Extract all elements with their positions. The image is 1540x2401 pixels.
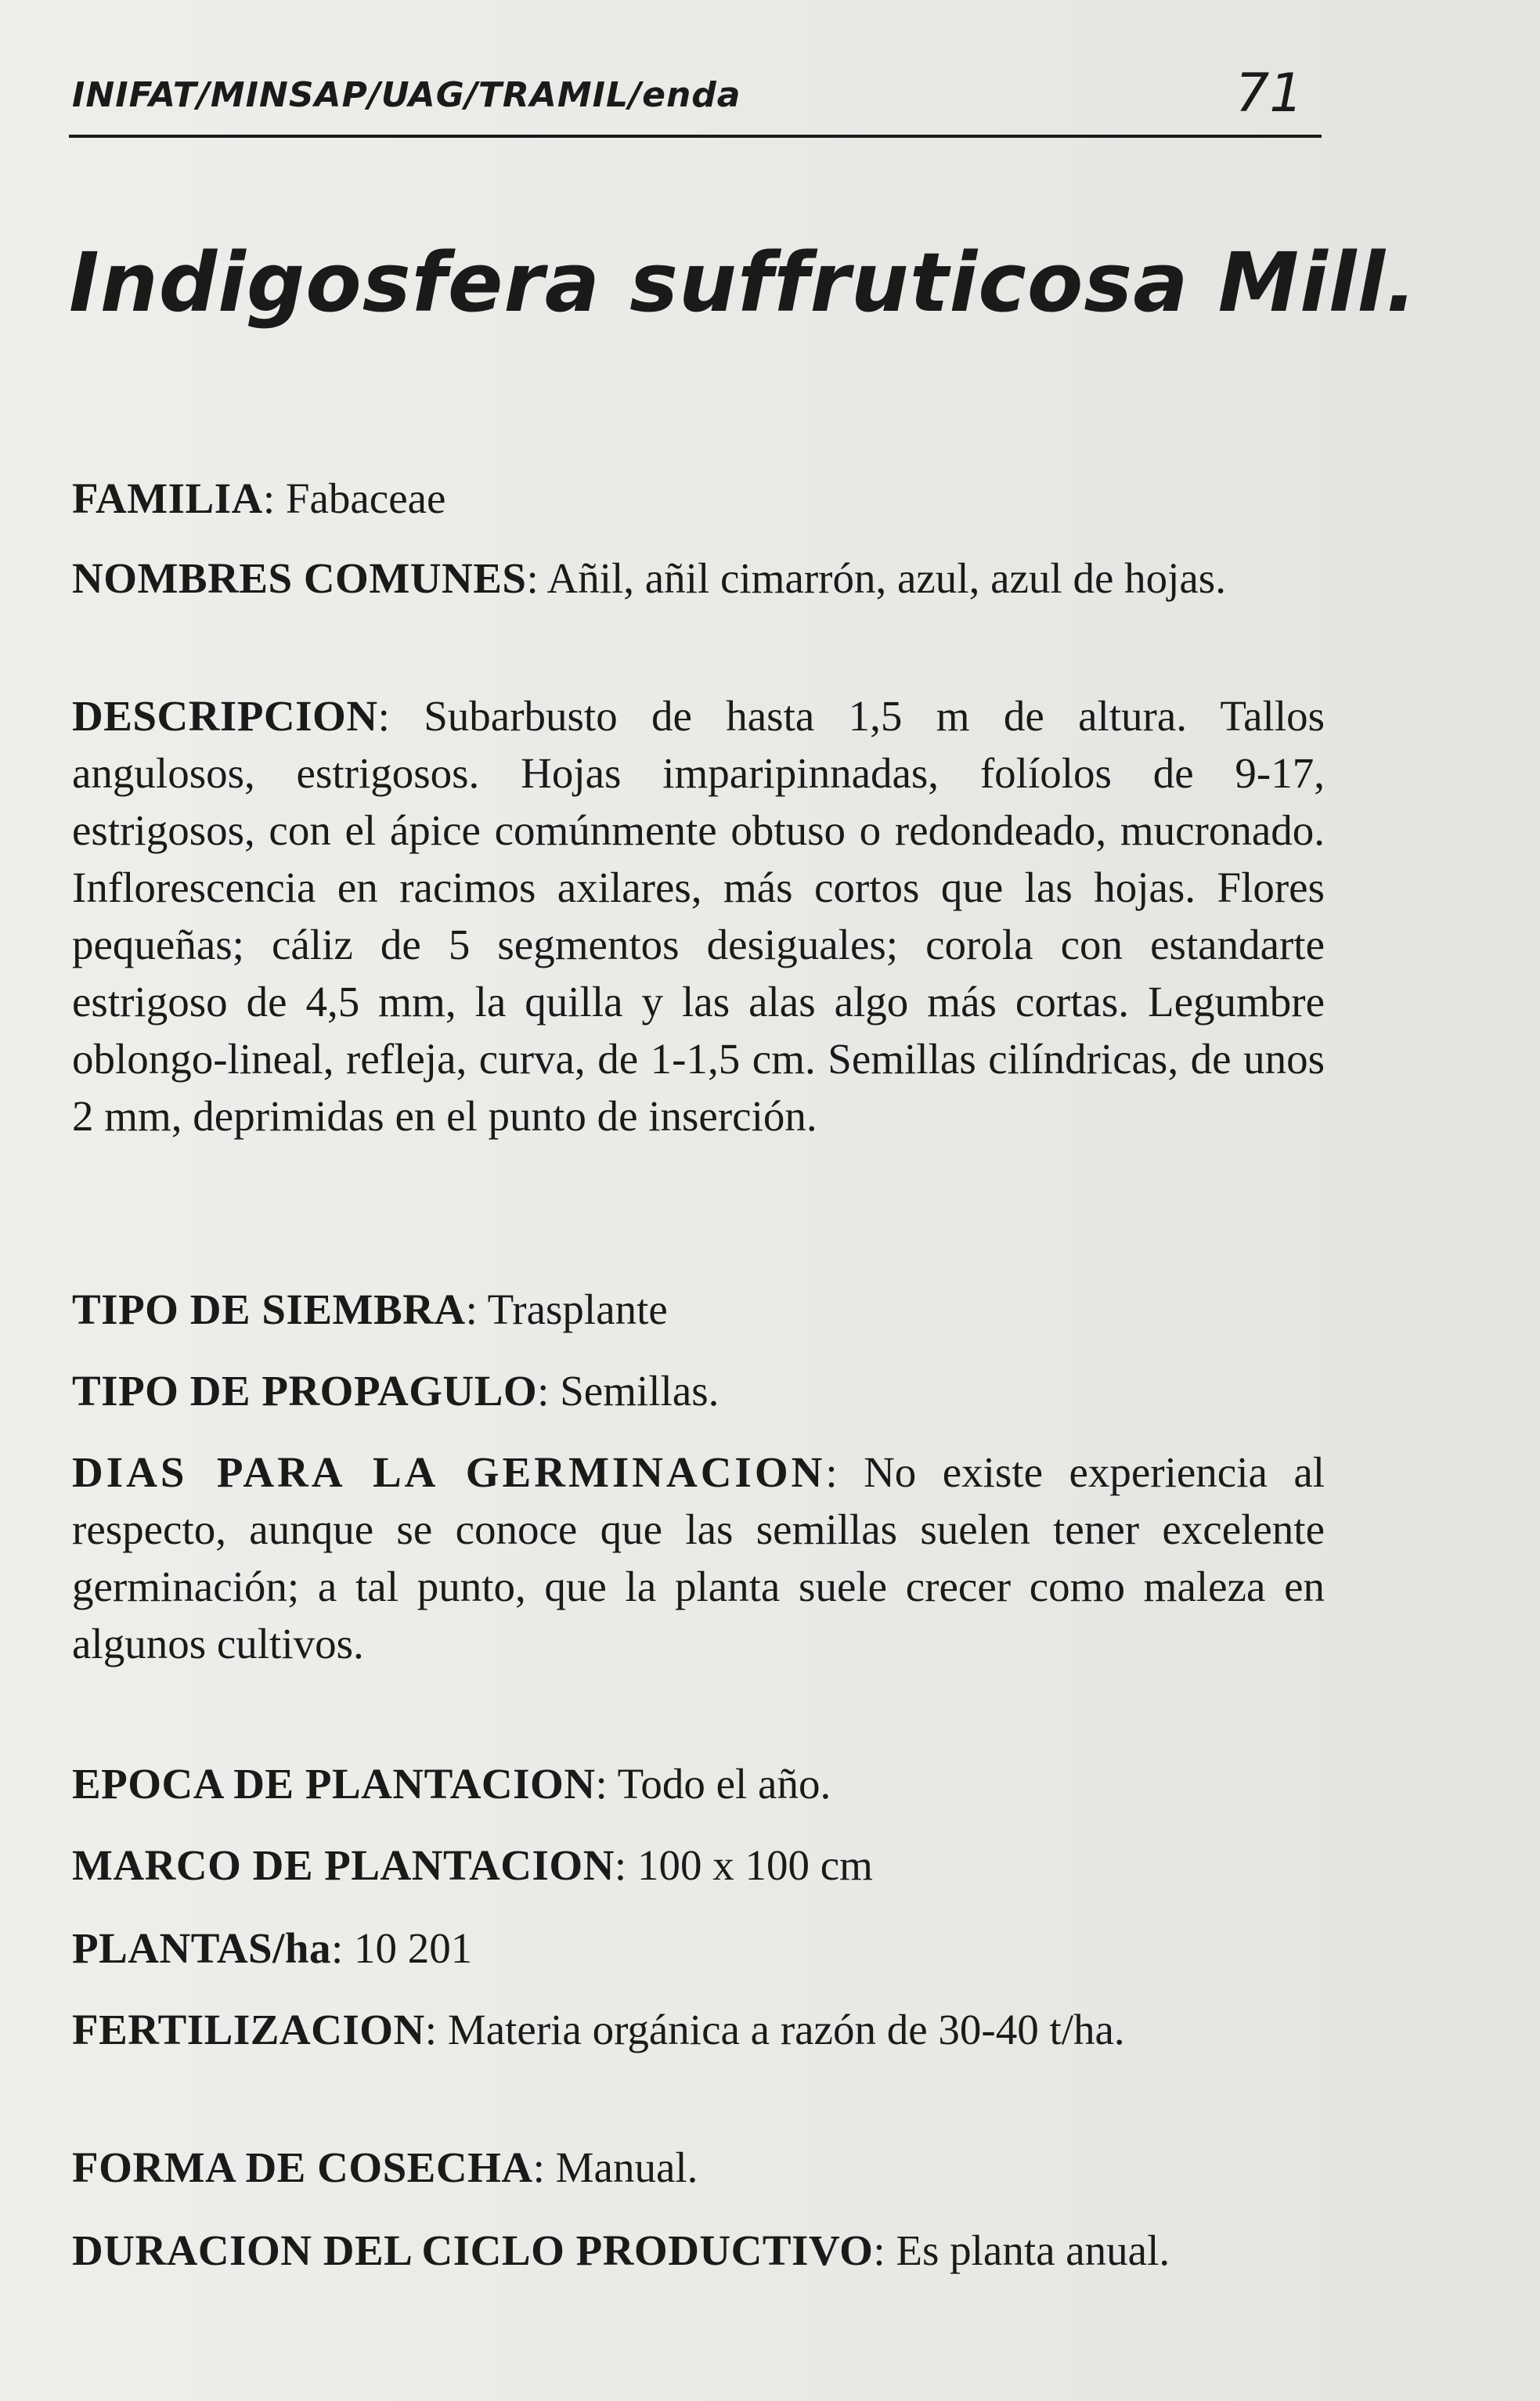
section-tipo-siembra: TIPO DE SIEMBRA: Trasplante <box>72 1285 668 1333</box>
section-descripcion: DESCRIPCION: Subarbusto de hasta 1,5 m de altura. Tallos angulosos, estrigosos. Hojas imparipinnadas, folíolos de 9-17, estrigosos, con el ápice comúnmente obtuso o redondeado, mucronado. Inflorescencia en racimos axilares, más cortos que las hojas. Flores pequeñas; cáliz de 5 segmentos desiguales; corola con estandarte estrigoso de 4,5 mm, la quilla y las alas algo más cortas. Legumbre oblongo-lineal, refleja, curva, de 1-1,5 cm. Semillas cilíndricas, de unos 2 mm, deprimidas en el punto de inserción. <box>72 692 1325 1140</box>
section-forma-cosecha: FORMA DE COSECHA: Manual. <box>72 2143 698 2191</box>
section-text: Es planta anual. <box>896 2226 1170 2274</box>
section-duracion-ciclo: DURACION DEL CICLO PRODUCTIVO: Es planta anual. <box>72 2226 1170 2274</box>
section-tipo-propagulo: TIPO DE PROPAGULO: Semillas. <box>72 1367 720 1415</box>
section-marco-plantacion: MARCO DE PLANTACION: 100 x 100 cm <box>72 1841 873 1889</box>
section-epoca-plantacion: EPOCA DE PLANTACION: Todo el año. <box>72 1760 831 1808</box>
section-text: Semillas. <box>560 1367 720 1415</box>
section-label: DESCRIPCION <box>72 692 378 740</box>
section-text: Fabaceae <box>285 474 446 522</box>
section-text: No existe experiencia al respecto, aunque se conoce que las semillas suelen tener excelente germinación; a tal punto, que la planta suele crecer como maleza en algunos cultivos. <box>72 1448 1325 1667</box>
header-rule <box>69 135 1322 138</box>
section-familia: FAMILIA: Fabaceae <box>72 474 446 522</box>
section-label: EPOCA DE PLANTACION <box>72 1760 596 1808</box>
section-label: DURACION DEL CICLO PRODUCTIVO <box>72 2226 874 2274</box>
running-header: INIFAT/MINSAP/UAG/TRAMIL/enda <box>72 75 741 115</box>
section-label: NOMBRES COMUNES <box>72 554 527 602</box>
section-plantas-ha: PLANTAS/ha: 10 201 <box>72 1924 473 1972</box>
section-label: PLANTAS/ha <box>72 1924 331 1972</box>
species-title: Indigosfera suffruticosa Mill. <box>69 235 1418 330</box>
section-text: Trasplante <box>487 1285 668 1333</box>
section-text: Añil, añil cimarrón, azul, azul de hojas. <box>546 554 1226 602</box>
section-text: Manual. <box>555 2143 698 2191</box>
section-germinacion: DIAS PARA LA GERMINACION: No existe experiencia al respecto, aunque se conoce que las semillas suelen tener excelente germinación; a tal punto, que la planta suele crecer como maleza en algunos cultivos. <box>72 1448 1325 1667</box>
section-label: FAMILIA <box>72 474 263 522</box>
section-text: Materia orgánica a razón de 30-40 t/ha. <box>447 2006 1125 2053</box>
section-label: TIPO DE PROPAGULO <box>72 1367 538 1415</box>
section-text: Todo el año. <box>617 1760 831 1808</box>
section-text: 100 x 100 cm <box>637 1841 873 1889</box>
section-label: TIPO DE SIEMBRA <box>72 1285 466 1333</box>
page-number: 71 <box>1235 63 1304 124</box>
section-label: DIAS PARA LA GERMINACION <box>72 1448 826 1496</box>
section-nombres-comunes: NOMBRES COMUNES: Añil, añil cimarrón, azul, azul de hojas. <box>72 554 1226 602</box>
section-text: 10 201 <box>354 1924 473 1972</box>
section-text: Subarbusto de hasta 1,5 m de altura. Tallos angulosos, estrigosos. Hojas imparipinnadas, folíolos de 9-17, estrigosos, con el ápice comúnmente obtuso o redondeado, mucronado. Inflorescencia en racimos axilares, más cortos que las hojas. Flores pequeñas; cáliz de 5 segmentos desiguales; corola con estandarte estrigoso de 4,5 mm, la quilla y las alas algo más cortas. Legumbre oblongo-lineal, refleja, curva, de 1-1,5 cm. Semillas cilíndricas, de unos 2 mm, deprimidas en el punto de inserción. <box>72 692 1325 1140</box>
section-label: MARCO DE PLANTACION <box>72 1841 615 1889</box>
section-label: FORMA DE COSECHA <box>72 2143 533 2191</box>
section-label: FERTILIZACION <box>72 2006 425 2053</box>
section-fertilizacion: FERTILIZACION: Materia orgánica a razón de 30-40 t/ha. <box>72 2006 1125 2053</box>
